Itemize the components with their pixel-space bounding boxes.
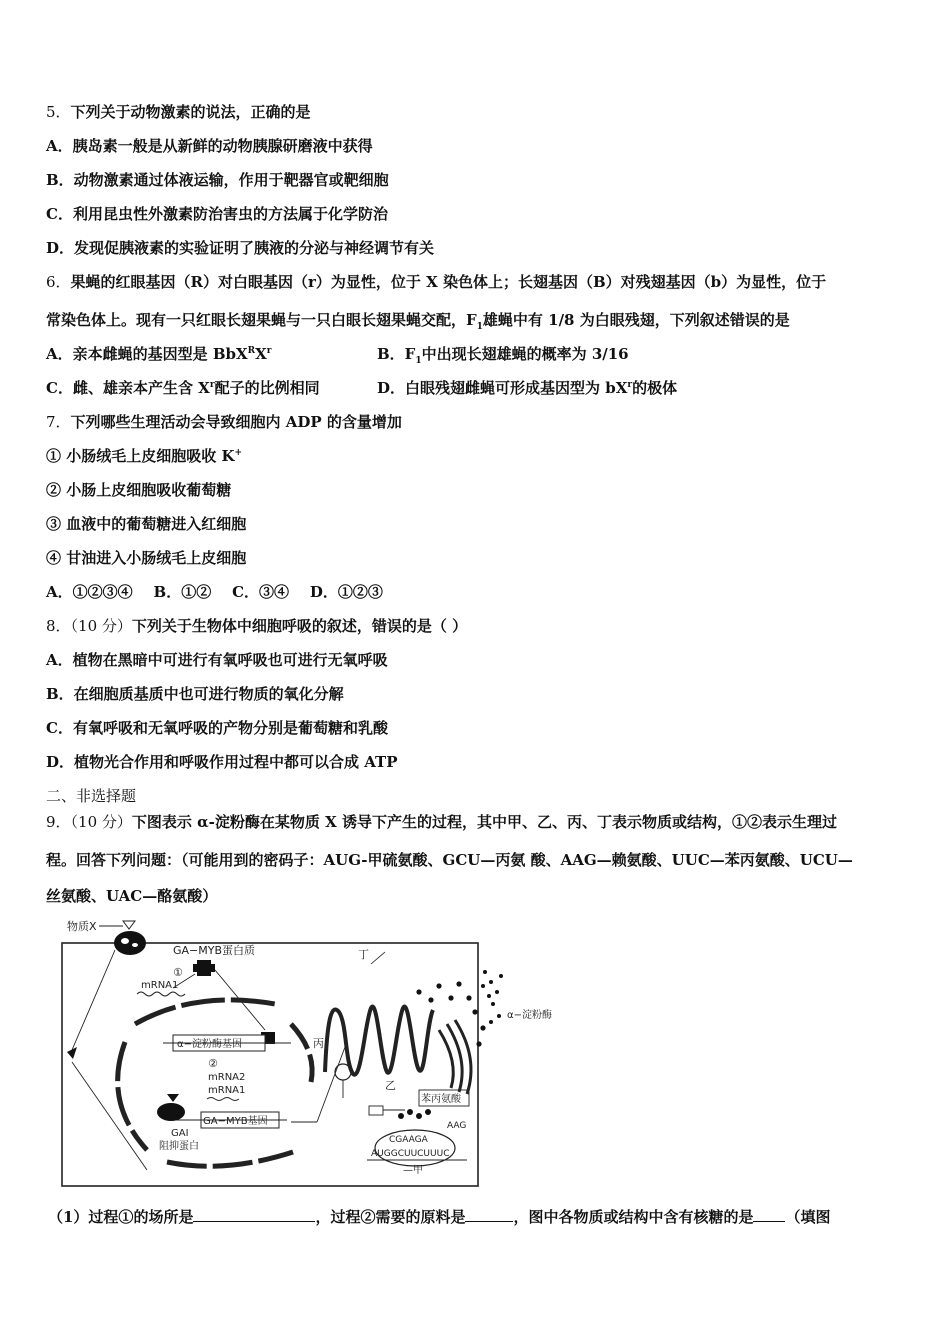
answer-blank-3[interactable] [753, 1206, 785, 1222]
q6-number: 6． [46, 273, 71, 291]
q9-number: 9．（10 分） [46, 813, 132, 831]
q6-option-a [46, 345, 272, 363]
bing-label: 丙 [313, 1037, 324, 1050]
mrna-seq-label: AUGGCUUCUUUC [371, 1149, 450, 1159]
q7-options: A．①②③④ B．①② C．③④ D．①②③ [46, 583, 383, 601]
q6-stem-line2 [46, 310, 790, 330]
q9-subquestion-1 [48, 1206, 831, 1227]
q8-option-d: D．植物光合作用和呼吸作用过程中都可以合成 ATP [46, 753, 398, 771]
mrna1-low-label: mRNA1 [208, 1085, 246, 1096]
q6-a-sup1: R [247, 346, 256, 356]
q7-item-2: ② 小肠上皮细胞吸收葡萄糖 [46, 481, 232, 499]
nuclear-envelope [135, 1000, 275, 1024]
substance-x-label: 物质X [67, 920, 97, 933]
q7-item-3: ③ 血液中的葡萄糖进入红细胞 [46, 515, 247, 533]
q7-stem [46, 412, 402, 432]
q6-b-sub: 1 [415, 356, 422, 366]
q6-stem-text2b: 雄蝇中有 1/8 为白眼残翅，下列叙述错误的是 [482, 311, 790, 329]
q6-option-b [377, 344, 629, 364]
q9-stem-text1: 下图表示 α-淀粉酶在某物质 X 诱导下产生的过程，其中甲、乙、丙、丁表示物质或结构，①②表示生理过 [131, 813, 837, 831]
phe-label: 苯丙氨酸 [421, 1094, 461, 1105]
q6-b-pre: B．F [377, 345, 416, 363]
q6-d-sup: r [627, 380, 633, 390]
q6-d-post: 的极体 [632, 379, 678, 397]
yi-label: 乙 [385, 1079, 396, 1092]
q5-option-b: B．动物激素通过体液运输，作用于靶器官或靶细胞 [46, 171, 389, 189]
q6-a-sup2: r [266, 346, 272, 356]
alpha-amylase-label: α−淀粉酶 [507, 1010, 552, 1021]
gai-repressor-shape [157, 1103, 185, 1121]
q9-sub1-text-c: ，图中各物质或结构中含有核糖的是 [513, 1208, 754, 1226]
q6-stem-line1 [46, 272, 826, 292]
q5-option-d: D．发现促胰液素的实验证明了胰液的分泌与神经调节有关 [46, 239, 435, 257]
section-heading: 二、非选择题 [46, 787, 137, 805]
q6-option-d [377, 378, 677, 398]
process-2-label: ② [208, 1057, 218, 1070]
jia-label: —甲 [403, 1165, 423, 1176]
q7-number: 7． [46, 413, 71, 431]
q6-c-pre: C．雌、雄亲本产生含 X [46, 379, 210, 397]
process-1-label: ① [173, 966, 183, 979]
gai-label: GAI [171, 1128, 189, 1139]
q5-number: 5． [46, 103, 71, 121]
q6-stem-text1: 果蝇的红眼基因（R）对白眼基因（r）为显性，位于 X 染色体上；长翅基因（B）对残翅基因（b）为显性，位于 [70, 273, 827, 291]
q5-stem [46, 102, 311, 122]
q7-stem-text: 下列哪些生理活动会导致细胞内 ADP 的含量增加 [70, 413, 402, 431]
receptor-blob [114, 931, 146, 955]
q7-item-1-text: ① 小肠绒毛上皮细胞吸收 K [46, 447, 235, 465]
q9-stem-line2: 程。回答下列问题：（可能用到的密码子：AUG-甲硫氨酸、GCU—丙氨 酸、AAG—赖氨酸、UUC—苯丙氨酸、UCU— [46, 851, 853, 869]
q6-options-row2 [46, 378, 906, 398]
anticodon-label: CGAAGA [389, 1135, 428, 1145]
q8-stem-text: 下列关于生物体中细胞呼吸的叙述，错误的是（ ） [131, 617, 468, 635]
ding-label: 丁 [358, 948, 369, 961]
q8-number: 8．（10 分） [46, 617, 132, 635]
q9-stem-line3: 丝氨酸、UAC—酪氨酸） [46, 887, 218, 905]
golgi [439, 1020, 471, 1094]
q6-d-pre: D．白眼残翅雌蝇可形成基因型为 bX [377, 379, 628, 397]
q6-c-sup: r [209, 380, 215, 390]
q7-item-1 [46, 446, 242, 466]
amylase-gene-label: α−淀粉酶基因 [177, 1039, 242, 1050]
repressor-label: 阻抑蛋白 [159, 1141, 199, 1152]
q6-f1-subscript: 1 [476, 322, 483, 332]
mrna2-label: mRNA2 [208, 1072, 246, 1083]
q6-c-post: 配子的比例相同 [214, 379, 320, 397]
arrow-head [67, 1047, 77, 1059]
ga-myb-gene-label: GA−MYB基因 [203, 1116, 268, 1127]
q8-option-a: A．植物在黑暗中可进行有氧呼吸也可进行无氧呼吸 [46, 651, 388, 669]
q7-item-4: ④ 甘油进入小肠绒毛上皮细胞 [46, 549, 247, 567]
q6-b-post: 中出现长翅雄蝇的概率为 3/16 [421, 345, 629, 363]
q8-option-b: B．在细胞质基质中也可进行物质的氧化分解 [46, 685, 344, 703]
q9-stem-line1 [46, 812, 837, 832]
q9-sub1-text-a: （1）过程①的场所是 [48, 1208, 194, 1226]
mrna1-top-label: mRNA1 [141, 980, 179, 991]
ga-myb-protein-label: GA−MYB蛋白质 [173, 944, 256, 957]
answer-blank-1[interactable] [193, 1206, 315, 1222]
q7-item-1-sup: + [234, 448, 243, 458]
q6-stem-text2a: 常染色体上。现有一只红眼长翅果蝇与一只白眼长翅果蝇交配，F [46, 311, 477, 329]
q5-option-c: C．利用昆虫性外激素防治害虫的方法属于化学防治 [46, 205, 388, 223]
q8-stem [46, 616, 467, 636]
q6-option-c [46, 379, 320, 397]
ga-myb-protein-shape [193, 960, 215, 976]
q5-option-a: A．胰岛素一般是从新鲜的动物胰腺研磨液中获得 [46, 137, 373, 155]
aag-label: AAG [447, 1121, 467, 1131]
alpha-amylase-figure [55, 912, 575, 1192]
q8-option-c: C．有氧呼吸和无氧呼吸的产物分别是葡萄糖和乳酸 [46, 719, 388, 737]
q6-a-mid: X [255, 345, 267, 363]
q9-sub1-text-b: ，过程②需要的原料是 [315, 1208, 466, 1226]
q9-sub1-text-d: （填图 [785, 1208, 831, 1226]
q6-options-row1 [46, 344, 906, 364]
answer-blank-2[interactable] [465, 1206, 513, 1222]
q5-stem-text: 下列关于动物激素的说法，正确的是 [70, 103, 311, 121]
q6-a-pre: A．亲本雌蝇的基因型是 BbX [46, 345, 248, 363]
